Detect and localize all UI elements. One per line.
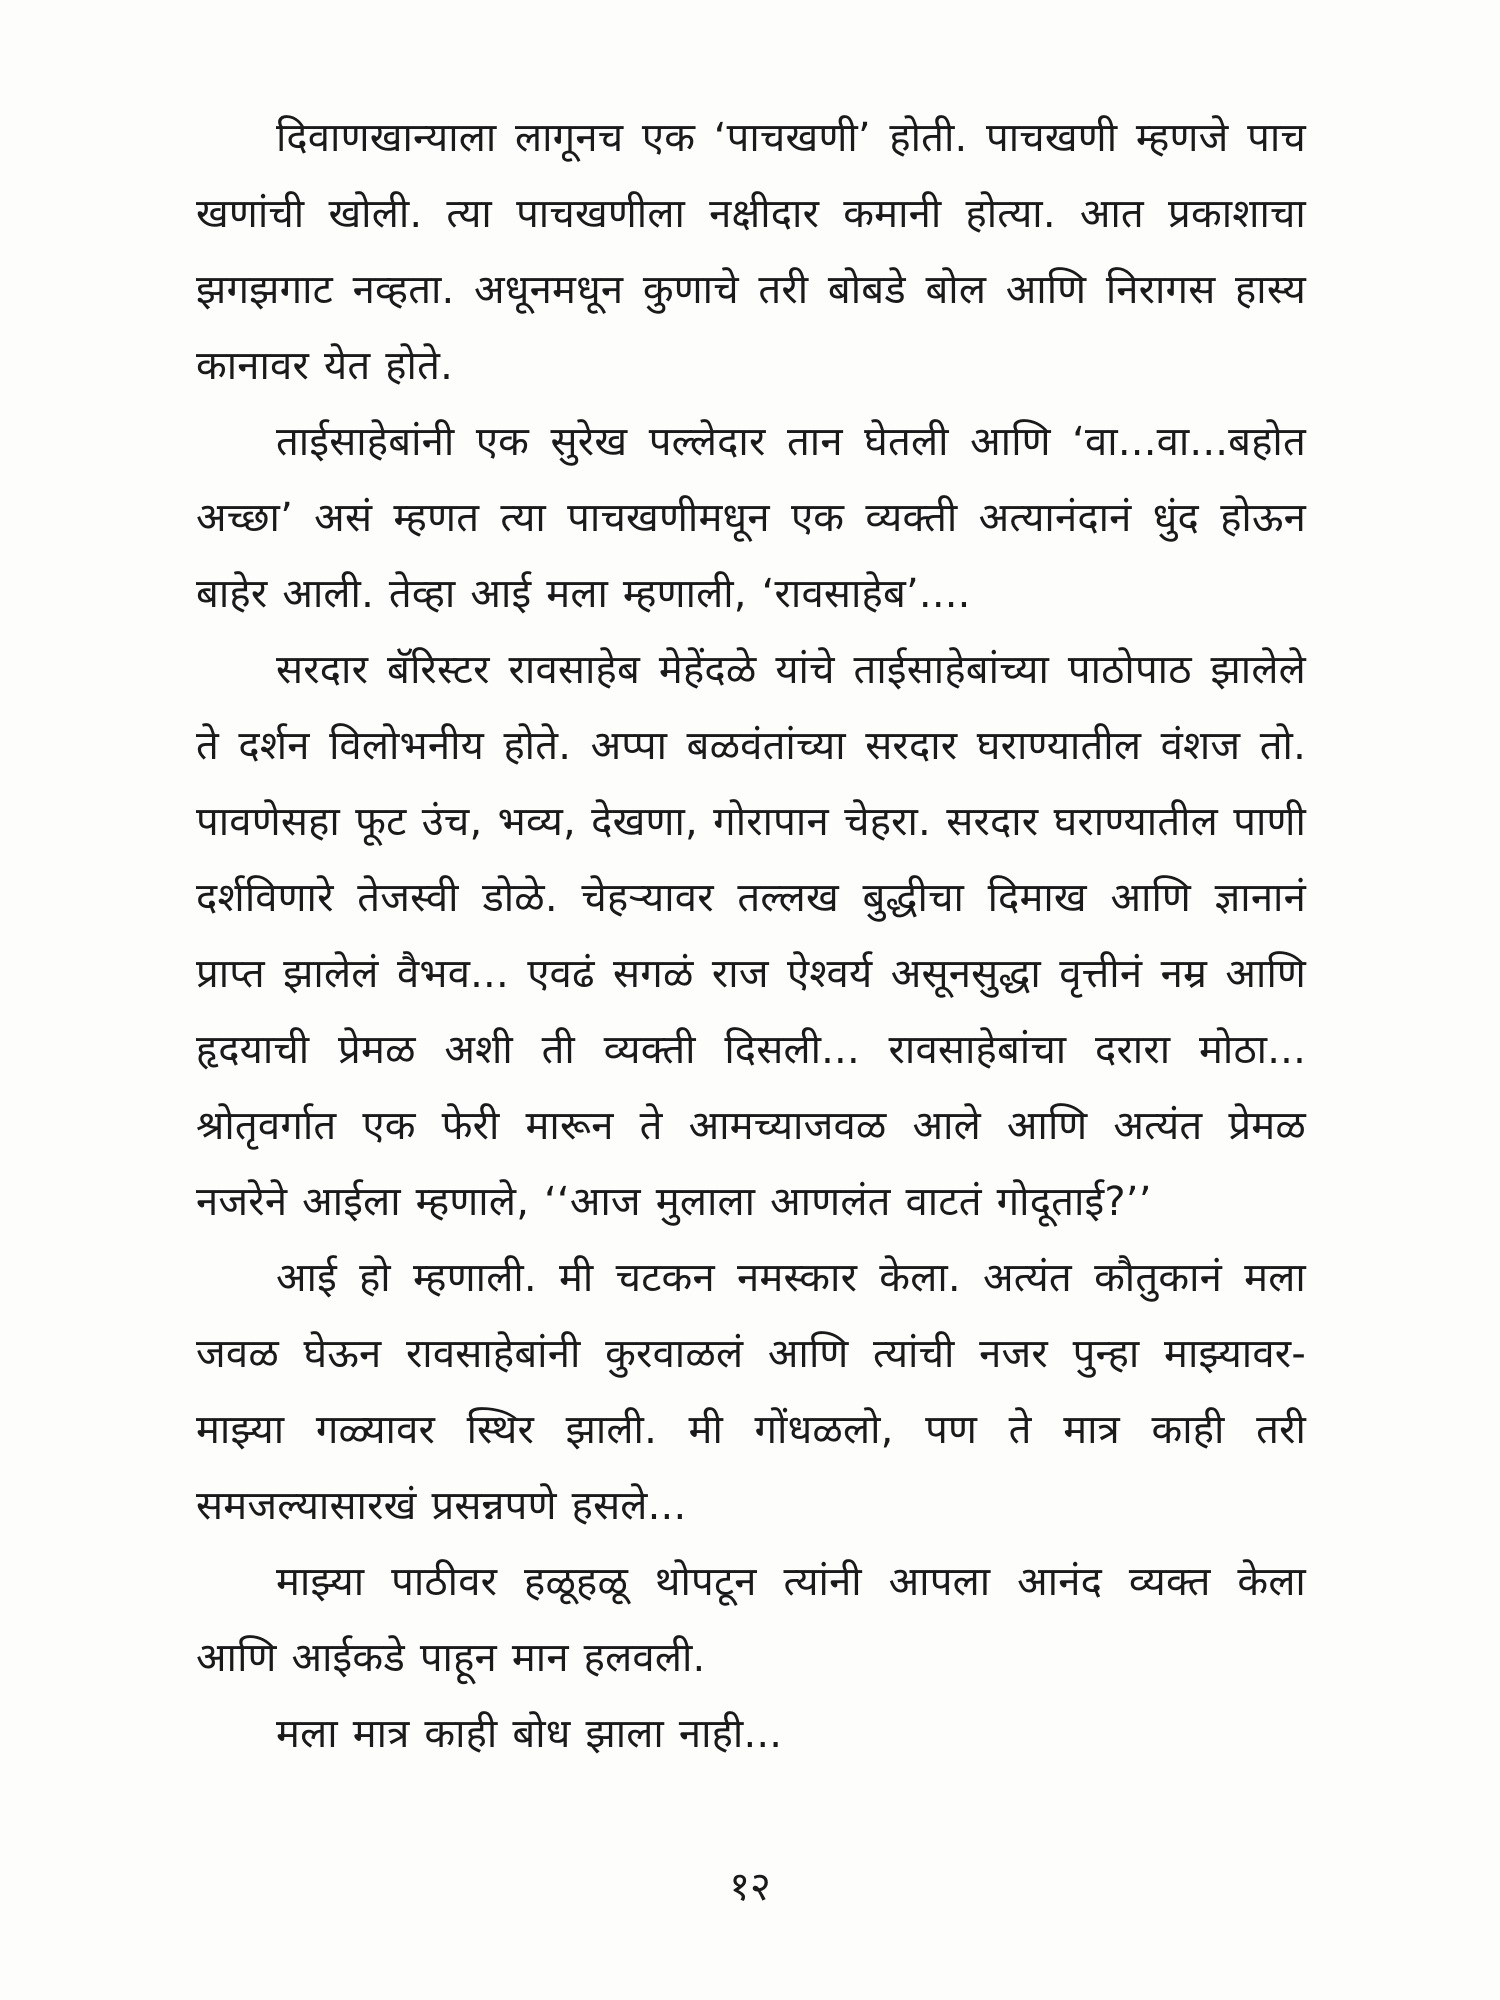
paragraph-6: मला मात्र काही बोध झाला नाही... <box>276 1711 783 1757</box>
paragraph-3: सरदार बॅरिस्टर रावसाहेब मेहेंदळे यांचे ताईसाहेबांच्या पाठोपाठ झालेले ते दर्शन विलोभनीय होते. अप्पा बळवंतांच्या सरदार घराण्यातील वंशज तो. पावणेसहा फूट उंच, भव्य, देखणा, गोरापान चेहरा. सरदार घराण्यातील पाणी दर्शविणारे तेजस्वी डोळे. चेहऱ्यावर तल्लख बुद्धीचा दिमाख आणि ज्ञानानं प्राप्त झालेलं वैभव... एवढं सगळं राज ऐश्वर्य असूनसुद्धा वृत्तीनं नम्र आणि हृदयाची प्रेमळ अशी ती व्यक्ती दिसली... रावसाहेबांचा दरारा मोठा... श्रोतृवर्गात एक फेरी मारून ते आमच्याजवळ आले आणि अत्यंत प्रेमळ नजरेने आईला म्हणाले, ‘‘आज मुलाला आणलंत वाटतं गोदूताई?’’ <box>196 647 1306 1225</box>
paragraph-5: माझ्या पाठीवर हळूहळू थोपटून त्यांनी आपला आनंद व्यक्त केला आणि आईकडे पाहून मान हलवली. <box>196 1559 1306 1681</box>
paragraph-1: दिवाणखान्याला लागूनच एक ‘पाचखणी’ होती. पाचखणी म्हणजे पाच खणांची खोली. त्या पाचखणीला नक्षीदार कमानी होत्या. आत प्रकाशाचा झगझगाट नव्हता. अधूनमधून कुणाचे तरी बोबडे बोल आणि निरागस हास्य कानावर येत होते. <box>196 115 1306 389</box>
paragraph-2: ताईसाहेबांनी एक सुरेख पल्लेदार तान घेतली आणि ‘वा...वा...बहोत अच्छा’ असं म्हणत त्या पाचखणीमधून एक व्यक्ती अत्यानंदानं धुंद होऊन बाहेर आली. तेव्हा आई मला म्हणाली, ‘रावसाहेब’.... <box>196 419 1306 617</box>
page-number: १२ <box>729 1864 771 1910</box>
page-body <box>196 100 1306 1772</box>
paragraph-4: आई हो म्हणाली. मी चटकन नमस्कार केला. अत्यंत कौतुकानं मला जवळ घेऊन रावसाहेबांनी कुरवाळलं आणि त्यांची नजर पुन्हा माझ्यावर-माझ्या गळ्यावर स्थिर झाली. मी गोंधळलो, पण ते मात्र काही तरी समजल्यासारखं प्रसन्नपणे हसले... <box>196 1255 1306 1529</box>
